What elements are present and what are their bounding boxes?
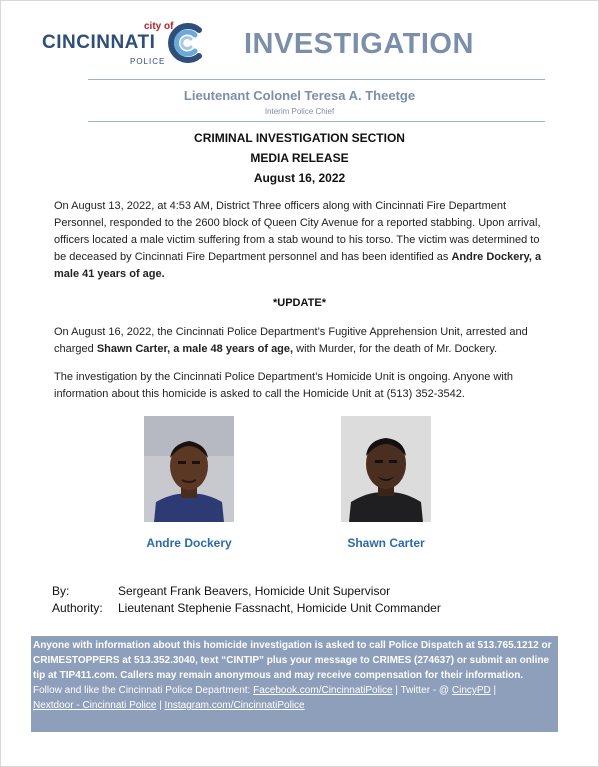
header-divider-top: [88, 79, 545, 80]
update-text-b: with Murder, for the death of Mr. Dockery.: [293, 343, 498, 355]
victim-photo-caption: Andre Dockery: [146, 536, 232, 550]
suspect-photo: [341, 416, 431, 522]
section-heading: CRIMINAL INVESTIGATION SECTION: [194, 131, 405, 145]
by-label: By:: [52, 584, 70, 598]
suspect-photo-caption: Shawn Carter: [347, 536, 425, 550]
separator-1: | Twitter - @: [392, 685, 452, 696]
header-divider-bottom: [88, 121, 545, 122]
tip-notice-text: Anyone with information about this homicide investigation is asked to call Police Dispatch at 513.765.1212 or CRIMESTOPPERS at 513.352.3040, text “CINTIP” plus your message to CRIMES (274637) or submit an online tip at TIP411.com. Callers may remain anonymous and may receive compensation for their information.: [33, 640, 552, 681]
follow-text: Follow and like the Cincinnati Police Department:: [33, 685, 254, 696]
authority-label: Authority:: [52, 601, 103, 615]
update-heading: *UPDATE*: [273, 297, 326, 309]
by-value: Sergeant Frank Beavers, Homicide Unit Supervisor: [118, 584, 391, 598]
update-paragraph: [54, 324, 554, 358]
victim-photo: [144, 416, 234, 522]
separator-2: |: [490, 685, 497, 696]
ongoing-text: The investigation by the Cincinnati Police Department’s Homicide Unit is ongoing. Anyone with information about this homicide is asked to call the Homicide Unit at (513) 352-3542.: [54, 371, 513, 400]
authority-value: Lieutenant Stephenie Fassnacht, Homicide Unit Commander: [118, 601, 441, 615]
logo-police-text: POLICE: [130, 57, 166, 66]
ongoing-paragraph: [54, 369, 554, 403]
twitter-link[interactable]: CincyPD: [451, 685, 491, 696]
chief-title: Interim Police Chief: [264, 107, 335, 116]
logo-city-of: city of: [144, 21, 174, 32]
incident-paragraph: [54, 198, 554, 283]
authority-row: [52, 601, 441, 615]
incident-text: On August 13, 2022, at 4:53 AM, District Three officers along with Cincinnati Fire Department Personnel, responded to the 2600 block of Queen City Avenue for a reported stabbing. Upon arrival, officers located a male victim suffering from a stab wound to his torso. The victim was determined to be deceased by Cincinnati Fire Department personnel and has been identified as: [54, 200, 541, 263]
release-type: MEDIA RELEASE: [250, 151, 349, 165]
cincinnati-police-logo: [40, 16, 215, 72]
victim-identity: Andre Dockery, a male 41 years of age.: [54, 251, 542, 280]
nextdoor-link[interactable]: Nextdoor - Cincinnati Police: [33, 700, 157, 711]
separator-3: |: [156, 700, 165, 711]
chief-name: Lieutenant Colonel Teresa A. Theetge: [183, 88, 416, 103]
tip-notice-box: [31, 636, 558, 732]
by-row: [52, 584, 390, 598]
update-text-a: On August 16, 2022, the Cincinnati Police Department’s Fugitive Apprehension Unit, arrested and charged: [54, 326, 528, 355]
release-date: August 16, 2022: [253, 171, 346, 185]
logo-wordmark: CINCINNATI: [42, 32, 156, 53]
page-title: INVESTIGATION: [244, 28, 474, 60]
instagram-link[interactable]: Instagram.com/CincinnatiPolice: [164, 700, 305, 711]
suspect-identity: Shawn Carter, a male 48 years of age,: [96, 343, 294, 355]
facebook-link[interactable]: Facebook.com/CincinnatiPolice: [253, 685, 393, 696]
logo-c-mark-icon: [163, 20, 209, 66]
